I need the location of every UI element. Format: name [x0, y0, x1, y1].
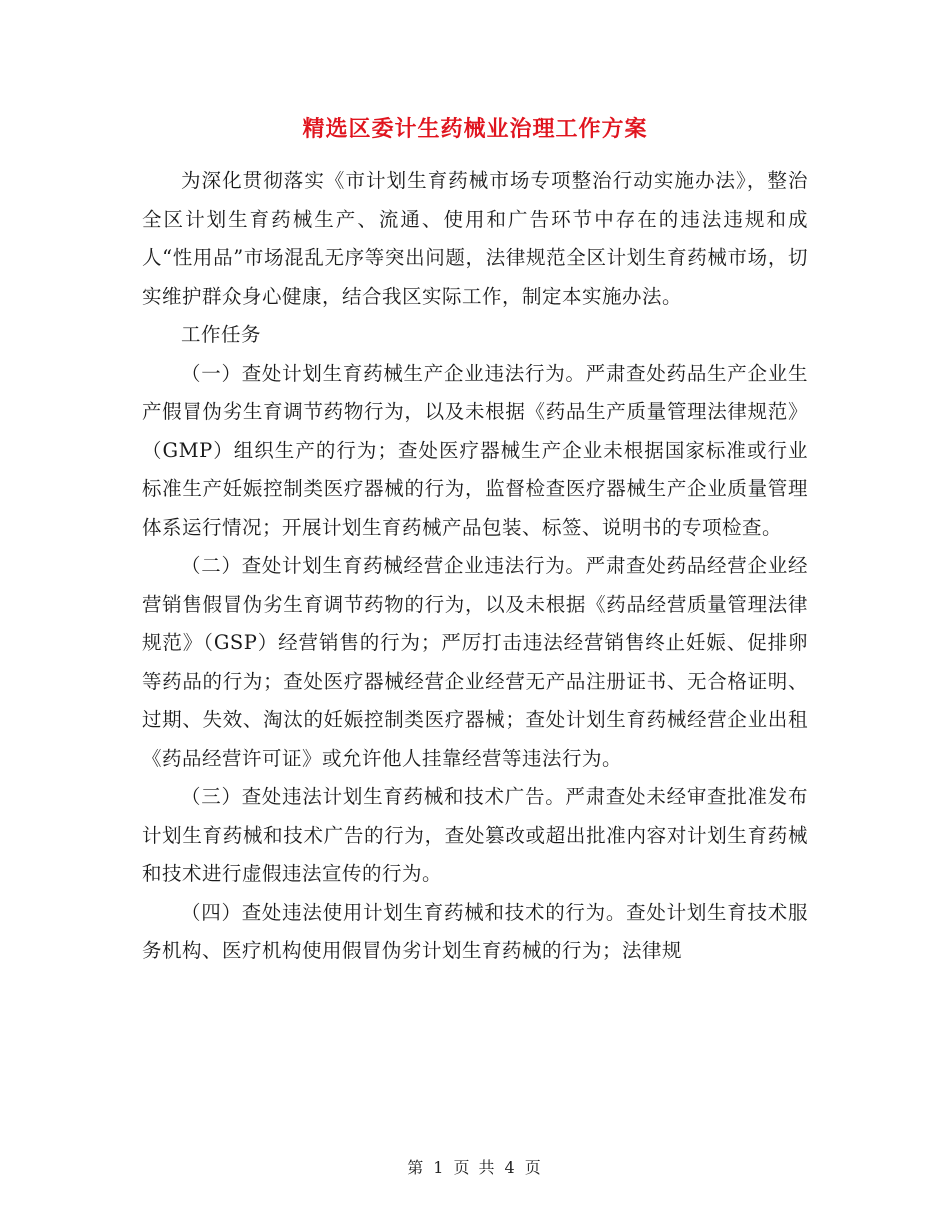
footer-middle: 页 共 [453, 1158, 497, 1177]
footer-current-page: 1 [433, 1158, 446, 1177]
paragraph-intro: 为深化贯彻落实《市计划生育药械市场专项整治行动实施办法》，整治全区计划生育药械生产、流通、使用和广告环节中存在的违法违规和成人“性用品”市场混乱无序等突出问题，法律规范全区计划生育药械市场，切实维护群众身心健康，结合我区实际工作，制定本实施办法。 [142, 169, 808, 308]
page-footer [0, 1155, 950, 1178]
footer-total-pages: 4 [504, 1158, 517, 1177]
document-title: 精选区委计生药械业治理工作方案 [302, 117, 648, 142]
paragraph-task-2: （二）查处计划生育药械经营企业违法行为。严肃查处药品经营企业经营销售假冒伪劣生育调节药物的行为，以及未根据《药品经营质量管理法律规范》（GSP）经营销售的行为；严厉打击违法经营销售终止妊娠、促排卵等药品的行为；查处医疗器械经营企业经营无产品注册证书、无合格证明、过期、失效、淘汰的妊娠控制类医疗器械；查处计划生育药械经营企业出租《药品经营许可证》或允许他人挂靠经营等违法行为。 [142, 554, 808, 770]
footer-suffix: 页 [524, 1158, 543, 1177]
paragraph-task-1: （一）查处计划生育药械生产企业违法行为。严肃查处药品生产企业生产假冒伪劣生育调节药物行为，以及未根据《药品生产质量管理法律规范》（GMP）组织生产的行为；查处医疗器械生产企业未根据国家标准或行业标准生产妊娠控制类医疗器械的行为，监督检查医疗器械生产企业质量管理体系运行情况；开展计划生育药械产品包装、标签、说明书的专项检查。 [142, 361, 808, 539]
document-body [142, 162, 808, 971]
paragraph-task-3: （三）查处违法计划生育药械和技术广告。严肃查处未经审查批准发布计划生育药械和技术广告的行为，查处篡改或超出批准内容对计划生育药械和技术进行虚假违法宣传的行为。 [142, 785, 808, 885]
section-heading-tasks: 工作任务 [181, 323, 262, 346]
paragraph-task-4: （四）查处违法使用计划生育药械和技术的行为。查处计划生育技术服务机构、医疗机构使用假冒伪劣计划生育药械的行为；法律规 [142, 900, 808, 962]
footer-prefix: 第 [407, 1158, 426, 1177]
